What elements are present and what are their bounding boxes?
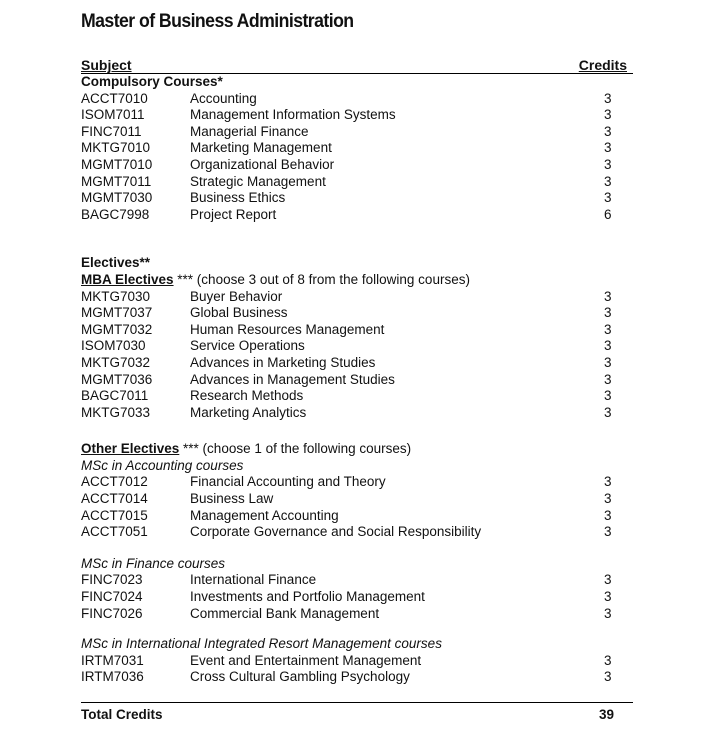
course-name: Human Resources Management	[190, 321, 385, 337]
course-name: Advances in Marketing Studies	[190, 354, 376, 370]
course-credits: 3	[604, 288, 612, 304]
course-name: Strategic Management	[190, 173, 326, 189]
course-name: Project Report	[190, 206, 277, 222]
course-credits: 3	[604, 321, 612, 337]
course-code: MGMT7037	[81, 305, 153, 321]
course-code: IRTM7036	[81, 669, 144, 685]
course-row	[81, 589, 633, 606]
electives-heading: Electives**	[81, 255, 151, 271]
course-code: ACCT7015	[81, 507, 148, 523]
course-code: MGMT7010	[81, 156, 153, 172]
course-code: BAGC7011	[81, 388, 149, 404]
course-credits: 3	[604, 90, 612, 106]
course-name: Accounting	[190, 90, 257, 106]
course-row	[81, 405, 633, 422]
course-code: ACCT7010	[81, 90, 148, 106]
course-credits: 3	[604, 123, 612, 139]
course-code: MGMT7011	[81, 173, 152, 189]
course-row	[81, 305, 633, 322]
course-credits: 3	[604, 156, 612, 172]
other-electives-heading: Other Electives	[81, 441, 180, 457]
course-row	[81, 157, 633, 174]
table-header	[81, 57, 633, 74]
course-name: Managerial Finance	[190, 123, 309, 139]
course-name: Organizational Behavior	[190, 156, 335, 172]
course-name: Financial Accounting and Theory	[190, 474, 386, 490]
resort-heading: MSc in International Integrated Resort Management courses	[81, 636, 442, 652]
course-code: FINC7024	[81, 589, 143, 605]
course-credits: 3	[604, 572, 612, 588]
course-credits: 3	[604, 388, 612, 404]
mba-electives-heading: MBA Electives	[81, 271, 174, 287]
course-credits: 3	[604, 524, 612, 540]
other-electives-note: *** (choose 1 of the following courses)	[179, 441, 412, 457]
course-row	[81, 606, 633, 623]
course-row	[81, 355, 633, 372]
course-credits: 3	[604, 652, 612, 668]
course-code: MKTG7010	[81, 140, 151, 156]
course-name: Management Information Systems	[190, 107, 396, 123]
course-name: Marketing Management	[190, 140, 332, 156]
course-name: Corporate Governance and Social Responsibility	[190, 524, 482, 540]
accounting-list	[81, 474, 633, 540]
compulsory-list	[81, 91, 633, 224]
course-credits: 3	[604, 107, 612, 123]
course-code: ISOM7030	[81, 338, 146, 354]
course-credits: 3	[604, 474, 612, 490]
course-credits: 3	[604, 605, 612, 621]
course-credits: 3	[604, 669, 612, 685]
mba-electives-note: *** (choose 3 out of 8 from the following courses)	[173, 271, 470, 287]
course-row	[81, 91, 633, 108]
course-code: FINC7011	[81, 123, 142, 139]
course-name: Commercial Bank Management	[190, 605, 380, 621]
total-row	[81, 702, 633, 725]
subject-column-header: Subject	[81, 57, 132, 73]
compulsory-heading: Compulsory Courses*	[81, 74, 223, 89]
course-row	[81, 474, 633, 491]
course-name: Investments and Portfolio Management	[190, 589, 425, 605]
course-code: ISOM7011	[81, 107, 145, 123]
finance-heading: MSc in Finance courses	[81, 555, 226, 571]
course-row	[81, 338, 633, 355]
resort-list	[81, 653, 633, 686]
course-row	[81, 508, 633, 525]
total-value: 39	[599, 707, 615, 722]
other-electives-heading-row	[81, 441, 633, 458]
course-row	[81, 491, 633, 508]
course-row	[81, 524, 633, 541]
course-code: FINC7023	[81, 572, 143, 588]
course-code: FINC7026	[81, 605, 143, 621]
course-code: ACCT7014	[81, 491, 148, 507]
course-row	[81, 140, 633, 157]
course-credits: 3	[604, 305, 612, 321]
course-credits: 3	[604, 140, 612, 156]
finance-list	[81, 572, 633, 622]
course-name: Management Accounting	[190, 507, 339, 523]
course-name: Business Law	[190, 491, 274, 507]
course-code: ACCT7012	[81, 474, 148, 490]
mba-electives-list	[81, 289, 633, 422]
page-title: Master of Business Administration	[81, 11, 354, 32]
course-row	[81, 124, 633, 141]
course-code: MKTG7032	[81, 354, 151, 370]
course-credits: 3	[604, 354, 612, 370]
course-code: BAGC7998	[81, 206, 150, 222]
course-name: Service Operations	[190, 338, 305, 354]
course-credits: 3	[604, 338, 612, 354]
course-code: MGMT7036	[81, 371, 153, 387]
course-row	[81, 174, 633, 191]
mba-electives-heading-row	[81, 272, 633, 289]
course-credits: 6	[604, 206, 612, 222]
course-row	[81, 572, 633, 589]
course-credits: 3	[604, 173, 612, 189]
course-credits: 3	[604, 589, 612, 605]
course-code: MGMT7030	[81, 190, 153, 206]
course-name: International Finance	[190, 572, 317, 588]
course-code: MKTG7033	[81, 404, 151, 420]
course-row	[81, 653, 633, 670]
course-name: Global Business	[190, 305, 288, 321]
course-name: Business Ethics	[190, 190, 286, 206]
course-credits: 3	[604, 507, 612, 523]
course-name: Cross Cultural Gambling Psychology	[190, 669, 410, 685]
course-credits: 3	[604, 371, 612, 387]
credits-column-header: Credits	[578, 57, 627, 73]
course-code: MKTG7030	[81, 288, 151, 304]
course-row	[81, 190, 633, 207]
course-name: Advances in Management Studies	[190, 371, 395, 387]
course-row	[81, 289, 633, 306]
accounting-heading: MSc in Accounting courses	[81, 457, 244, 473]
total-label: Total Credits	[81, 707, 163, 722]
course-row	[81, 207, 633, 224]
course-code: MGMT7032	[81, 321, 153, 337]
course-code: ACCT7051	[81, 524, 148, 540]
course-credits: 3	[604, 404, 612, 420]
course-table	[81, 57, 633, 686]
course-credits: 3	[604, 491, 612, 507]
course-row	[81, 107, 633, 124]
course-row	[81, 322, 633, 339]
course-code: IRTM7031	[81, 652, 144, 668]
course-name: Marketing Analytics	[190, 404, 307, 420]
course-name: Event and Entertainment Management	[190, 652, 422, 668]
course-row	[81, 372, 633, 389]
course-name: Buyer Behavior	[190, 288, 283, 304]
course-credits: 3	[604, 190, 612, 206]
course-name: Research Methods	[190, 388, 304, 404]
course-row	[81, 669, 633, 686]
course-row	[81, 388, 633, 405]
